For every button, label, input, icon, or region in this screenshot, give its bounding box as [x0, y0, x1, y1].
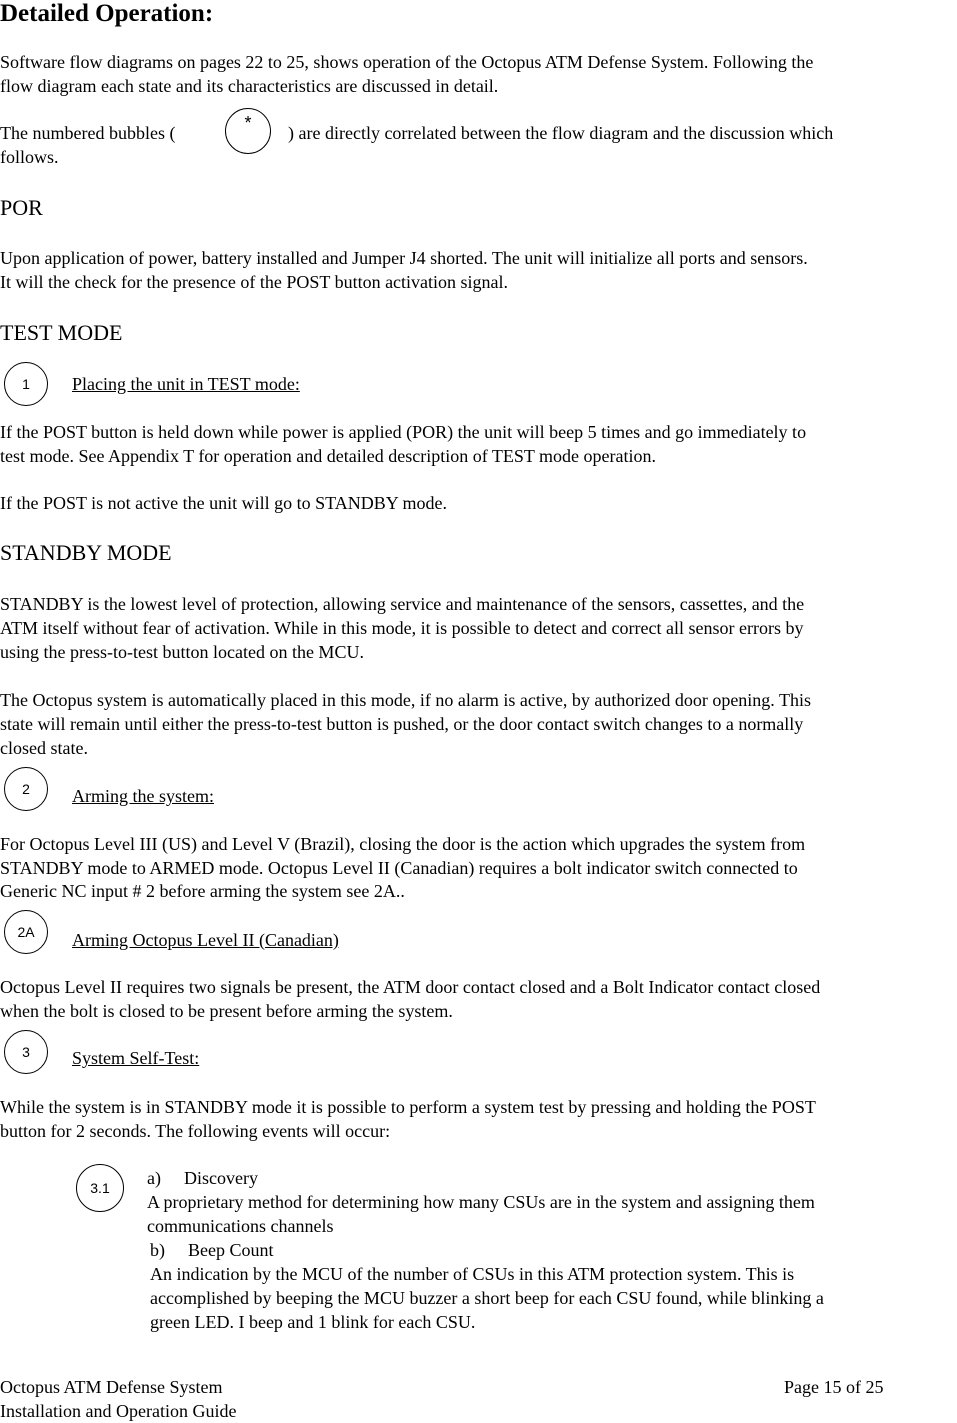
step-2a-bubble: 2A: [4, 910, 48, 954]
item-a-marker: a): [147, 1168, 161, 1188]
footer-title-line-2: Installation and Operation Guide: [0, 1401, 237, 1421]
bubble-note-line-2: follows.: [0, 147, 59, 167]
page-title: Detailed Operation:: [0, 0, 214, 27]
por-heading: POR: [0, 195, 43, 220]
arming-canadian-line-2: when the bolt is closed to be present before arming the system.: [0, 1001, 453, 1021]
standby-para2-line-1: The Octopus system is automatically placed in this mode, if no alarm is active, by authorized door opening. This: [0, 690, 811, 710]
test-mode-para1-line-2: test mode. See Appendix T for operation and detailed description of TEST mode operation.: [0, 446, 657, 466]
step-1-bubble: 1: [4, 362, 48, 406]
test-mode-para2: If the POST is not active the unit will go to STANDBY mode.: [0, 493, 448, 513]
bubble-note-before: The numbered bubbles (: [0, 123, 176, 143]
item-b-label: Beep Count: [188, 1240, 274, 1260]
standby-para1-line-3: using the press-to-test button located on the MCU.: [0, 642, 364, 662]
arming-line-3: Generic NC input # 2 before arming the system see 2A..: [0, 881, 405, 901]
por-line-1: Upon application of power, battery installed and Jumper J4 shorted. The unit will initialize all ports and sensors.: [0, 248, 808, 268]
step-3-bubble: 3: [4, 1030, 48, 1074]
footer-title-line-1: Octopus ATM Defense System: [0, 1377, 223, 1397]
asterisk-bubble: *: [225, 108, 271, 154]
intro-line-1: Software flow diagrams on pages 22 to 25, shows operation of the Octopus ATM Defense System. Following the: [0, 52, 814, 72]
arming-subheading: Arming the system:: [72, 786, 214, 806]
item-a-line-2: communications channels: [147, 1216, 334, 1236]
standby-para1-line-1: STANDBY is the lowest level of protection, allowing service and maintenance of the sensors, cassettes, and the: [0, 594, 805, 614]
step-3-1-bubble: 3.1: [76, 1164, 124, 1212]
arming-line-2: STANDBY mode to ARMED mode. Octopus Level II (Canadian) requires a bolt indicator switch connected to: [0, 858, 798, 878]
item-b-line-1: An indication by the MCU of the number of CSUs in this ATM protection system. This is: [150, 1264, 795, 1284]
item-a-label: Discovery: [184, 1168, 258, 1188]
test-mode-para1-line-1: If the POST button is held down while power is applied (POR) the unit will beep 5 times and go immediately to: [0, 422, 807, 442]
item-a-line-1: A proprietary method for determining how many CSUs are in the system and assigning them: [147, 1192, 815, 1212]
arming-canadian-line-1: Octopus Level II requires two signals be present, the ATM door contact closed and a Bolt Indicator contact closed: [0, 977, 821, 997]
page-number: Page 15 of 25: [784, 1377, 884, 1397]
arming-canadian-subheading: Arming Octopus Level II (Canadian): [72, 930, 339, 950]
standby-heading: STANDBY MODE: [0, 540, 172, 565]
test-mode-heading: TEST MODE: [0, 320, 123, 345]
item-b-marker: b): [150, 1240, 165, 1260]
self-test-line-1: While the system is in STANDBY mode it is possible to perform a system test by pressing and holding the POST: [0, 1097, 816, 1117]
self-test-line-2: button for 2 seconds. The following events will occur:: [0, 1121, 391, 1141]
self-test-subheading: System Self-Test:: [72, 1048, 200, 1068]
standby-para2-line-3: closed state.: [0, 738, 88, 758]
test-mode-subheading: Placing the unit in TEST mode:: [72, 374, 300, 394]
standby-para2-line-2: state will remain until either the press-to-test button is pushed, or the door contact switch changes to a normally: [0, 714, 804, 734]
standby-para1-line-2: ATM itself without fear of activation. While in this mode, it is possible to detect and correct all sensor errors by: [0, 618, 804, 638]
step-2-bubble: 2: [4, 767, 48, 811]
intro-line-2: flow diagram each state and its characteristics are discussed in detail.: [0, 76, 499, 96]
arming-line-1: For Octopus Level III (US) and Level V (Brazil), closing the door is the action which upgrades the system from: [0, 834, 806, 854]
bubble-note-after: ) are directly correlated between the flow diagram and the discussion which: [288, 123, 834, 143]
por-line-2: It will the check for the presence of the POST button activation signal.: [0, 272, 509, 292]
item-b-line-2: accomplished by beeping the MCU buzzer a short beep for each CSU found, while blinking a: [150, 1288, 824, 1308]
item-b-line-3: green LED. I beep and 1 blink for each CSU.: [150, 1312, 476, 1332]
